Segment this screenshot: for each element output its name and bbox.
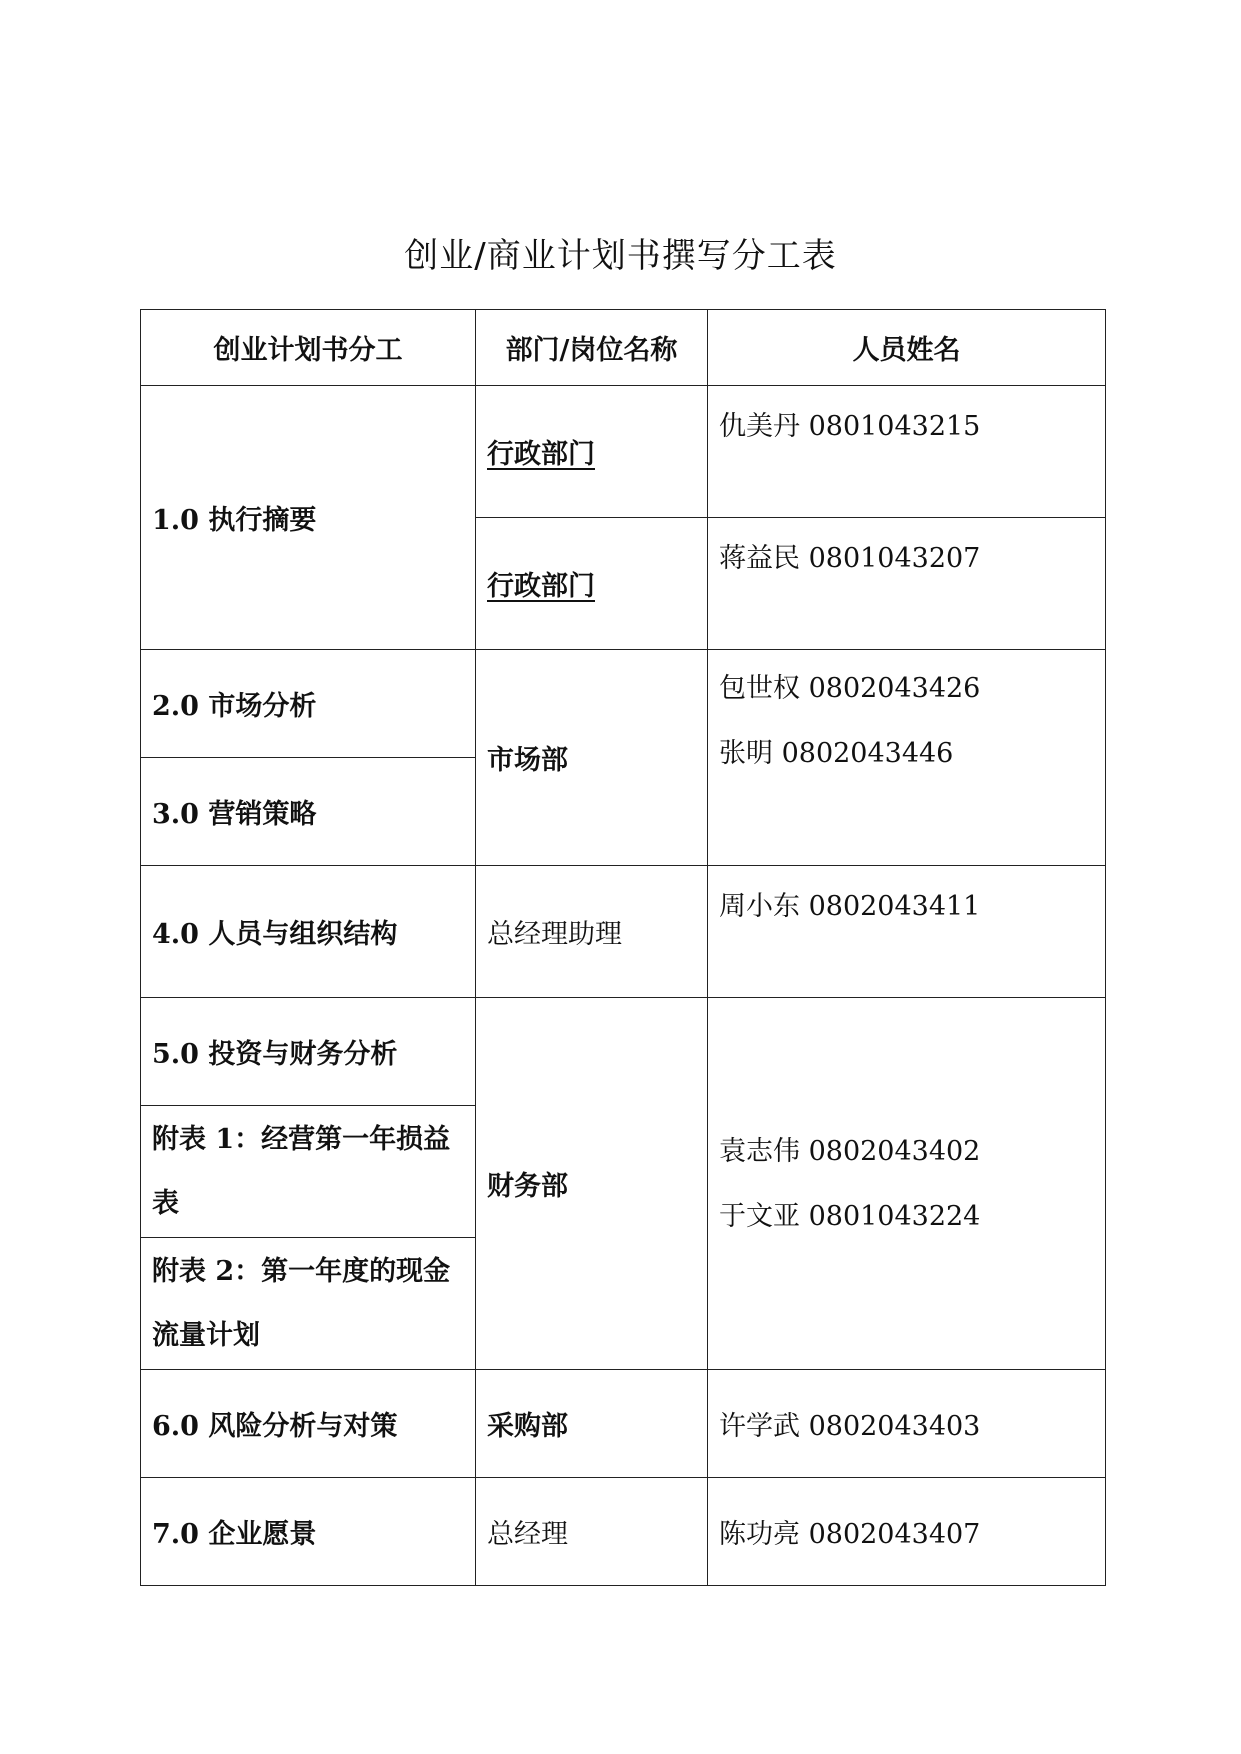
table-row	[141, 998, 1106, 1106]
task-cell: 1.0 执行摘要	[141, 386, 476, 650]
document-title: 创业/商业计划书撰写分工表	[404, 236, 837, 276]
dept-cell: 总经理	[476, 1478, 708, 1586]
task-cell: 附表 1：经营第一年损益表	[141, 1106, 476, 1238]
dept-cell: 市场部	[476, 650, 708, 866]
task-cell: 附表 2：第一年度的现金流量计划	[141, 1238, 476, 1370]
table-row	[141, 650, 1106, 758]
header-person: 人员姓名	[708, 310, 1106, 386]
person-cell: 仇美丹 0801043215	[708, 386, 1106, 518]
person-cell: 许学武 0802043403	[708, 1370, 1106, 1478]
person-line: 于文亚 0801043224	[719, 1200, 981, 1232]
person-line: 张明 0802043446	[719, 738, 954, 769]
dept-cell: 财务部	[476, 998, 708, 1370]
dept-cell: 采购部	[476, 1370, 708, 1478]
task-cell: 5.0 投资与财务分析	[141, 998, 476, 1106]
table-row	[141, 386, 1106, 518]
person-line: 包世权 0802043426	[719, 673, 981, 704]
dept-cell: 总经理助理	[476, 866, 708, 998]
table-row	[141, 866, 1106, 998]
division-table	[140, 309, 1106, 1586]
header-task: 创业计划书分工	[141, 310, 476, 386]
table-header-row	[141, 310, 1106, 386]
task-cell: 7.0 企业愿景	[141, 1478, 476, 1586]
task-cell: 2.0 市场分析	[141, 650, 476, 758]
task-cell: 6.0 风险分析与对策	[141, 1370, 476, 1478]
header-dept: 部门/岗位名称	[476, 310, 708, 386]
person-cell: 陈功亮 0802043407	[708, 1478, 1106, 1586]
person-cell	[708, 650, 1106, 866]
person-cell: 周小东 0802043411	[708, 866, 1106, 998]
dept-cell: 行政部门	[476, 386, 708, 518]
person-cell: 蒋益民 0801043207	[708, 518, 1106, 650]
person-cell	[708, 998, 1106, 1370]
task-cell: 4.0 人员与组织结构	[141, 866, 476, 998]
dept-cell: 行政部门	[476, 518, 708, 650]
person-line: 袁志伟 0802043402	[719, 1135, 981, 1167]
table-row	[141, 1370, 1106, 1478]
table-row	[141, 1478, 1106, 1586]
task-cell: 3.0 营销策略	[141, 758, 476, 866]
